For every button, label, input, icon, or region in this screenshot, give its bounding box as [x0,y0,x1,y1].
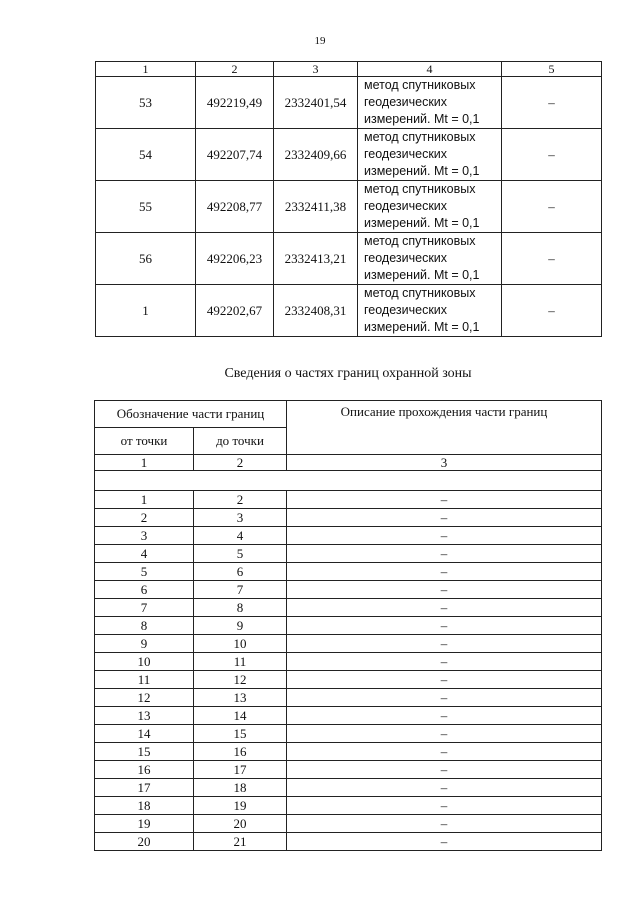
x-coordinate-cell: 492207,74 [196,129,274,181]
to-point-cell: 19 [194,797,287,815]
table-row [95,707,602,725]
to-point-cell: 8 [194,599,287,617]
to-point-cell: 13 [194,689,287,707]
to-point-cell: 9 [194,617,287,635]
to-point-cell: 3 [194,509,287,527]
from-point-cell: 2 [95,509,194,527]
point-cell: 56 [96,233,196,285]
from-point-cell: 11 [95,671,194,689]
coordinates-table [95,61,602,337]
to-point-cell: 6 [194,563,287,581]
table-row [95,653,602,671]
to-point-cell: 17 [194,761,287,779]
to-point-cell: 7 [194,581,287,599]
to-point-cell: 15 [194,725,287,743]
description-cell: – [287,833,602,851]
table-row [95,545,602,563]
method-cell: метод спутниковых геодезических измерений. Mt = 0,1 [358,181,502,233]
from-point-cell: 6 [95,581,194,599]
y-coordinate-cell: 2332413,21 [274,233,358,285]
table-row [95,779,602,797]
from-point-cell: 18 [95,797,194,815]
header-description: Описание прохождения части границ [287,401,602,455]
table-row [95,581,602,599]
empty-row [95,471,602,491]
from-point-cell: 17 [95,779,194,797]
description-cell: – [287,725,602,743]
from-point-cell: 8 [95,617,194,635]
from-point-cell: 4 [95,545,194,563]
header-from-point: от точки [95,428,194,455]
column-number: 1 [96,62,196,77]
table-row [95,671,602,689]
point-cell: 55 [96,181,196,233]
column-number: 2 [194,455,287,471]
from-point-cell: 10 [95,653,194,671]
to-point-cell: 20 [194,815,287,833]
method-cell: метод спутниковых геодезических измерений. Mt = 0,1 [358,129,502,181]
y-coordinate-cell: 2332408,31 [274,285,358,337]
description-cell: – [287,815,602,833]
description-cell: – [287,743,602,761]
description-cell: – [287,779,602,797]
column-numbers-row [95,455,602,471]
description-cell: – [287,491,602,509]
table-row [95,635,602,653]
description-cell: – [287,689,602,707]
table-row [95,815,602,833]
from-point-cell: 9 [95,635,194,653]
description-cell: – [287,581,602,599]
table-row [95,617,602,635]
table-row [96,233,602,285]
from-point-cell: 5 [95,563,194,581]
column-number: 2 [196,62,274,77]
method-cell: метод спутниковых геодезических измерений. Mt = 0,1 [358,233,502,285]
from-point-cell: 16 [95,761,194,779]
description-cell: – [287,599,602,617]
y-coordinate-cell: 2332401,54 [274,77,358,129]
description-cell: – [287,797,602,815]
column-number: 1 [95,455,194,471]
from-point-cell: 19 [95,815,194,833]
table-row [96,77,602,129]
note-cell: – [502,285,602,337]
description-cell: – [287,761,602,779]
column-number: 4 [358,62,502,77]
table-row [95,563,602,581]
point-cell: 54 [96,129,196,181]
from-point-cell: 20 [95,833,194,851]
table-row [96,181,602,233]
from-point-cell: 14 [95,725,194,743]
note-cell: – [502,181,602,233]
table-row [95,689,602,707]
point-cell: 53 [96,77,196,129]
note-cell: – [502,77,602,129]
x-coordinate-cell: 492202,67 [196,285,274,337]
note-cell: – [502,129,602,181]
column-number: 5 [502,62,602,77]
table-row [96,129,602,181]
from-point-cell: 3 [95,527,194,545]
table-header-row [95,401,602,428]
x-coordinate-cell: 492208,77 [196,181,274,233]
method-cell: метод спутниковых геодезических измерений. Mt = 0,1 [358,77,502,129]
boundary-parts-table [94,400,602,851]
y-coordinate-cell: 2332409,66 [274,129,358,181]
description-cell: – [287,545,602,563]
description-cell: – [287,653,602,671]
from-point-cell: 1 [95,491,194,509]
description-cell: – [287,707,602,725]
description-cell: – [287,671,602,689]
from-point-cell: 7 [95,599,194,617]
description-cell: – [287,563,602,581]
point-cell: 1 [96,285,196,337]
to-point-cell: 10 [194,635,287,653]
description-cell: – [287,635,602,653]
description-cell: – [287,527,602,545]
table-row [95,599,602,617]
column-number: 3 [274,62,358,77]
header-boundary-part: Обозначение части границ [95,401,287,428]
section-title: Сведения о частях границ охранной зоны [224,366,472,381]
from-point-cell: 13 [95,707,194,725]
table-row [95,509,602,527]
to-point-cell: 2 [194,491,287,509]
table-row [96,285,602,337]
table-header-row [96,62,602,77]
from-point-cell: 12 [95,689,194,707]
x-coordinate-cell: 492206,23 [196,233,274,285]
to-point-cell: 21 [194,833,287,851]
to-point-cell: 12 [194,671,287,689]
table-row [95,527,602,545]
column-number: 3 [287,455,602,471]
table-row [95,491,602,509]
y-coordinate-cell: 2332411,38 [274,181,358,233]
to-point-cell: 18 [194,779,287,797]
page-number: 19 [314,35,326,47]
description-cell: – [287,617,602,635]
to-point-cell: 14 [194,707,287,725]
description-cell: – [287,509,602,527]
note-cell: – [502,233,602,285]
table-row [95,743,602,761]
to-point-cell: 11 [194,653,287,671]
empty-cell [95,471,602,491]
table-row [95,761,602,779]
to-point-cell: 4 [194,527,287,545]
to-point-cell: 5 [194,545,287,563]
to-point-cell: 16 [194,743,287,761]
table-row [95,725,602,743]
table-row [95,797,602,815]
x-coordinate-cell: 492219,49 [196,77,274,129]
from-point-cell: 15 [95,743,194,761]
table-row [95,833,602,851]
method-cell: метод спутниковых геодезических измерений. Mt = 0,1 [358,285,502,337]
header-to-point: до точки [194,428,287,455]
